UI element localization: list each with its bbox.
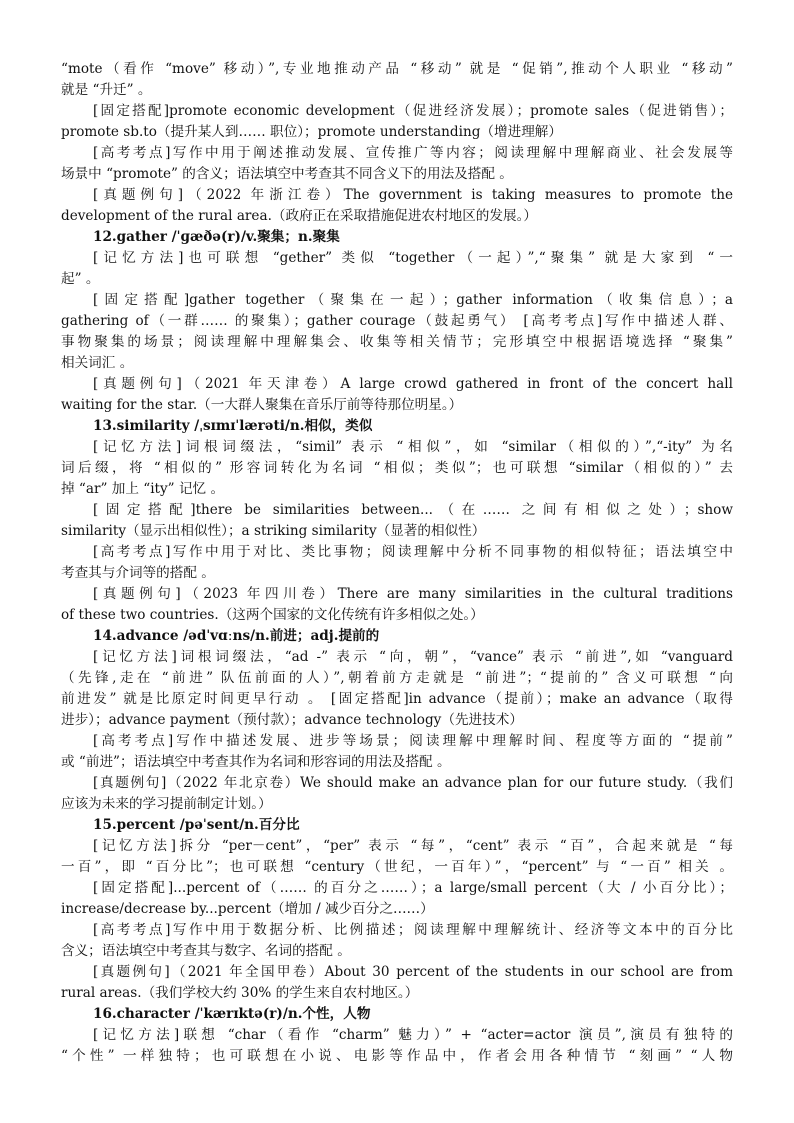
text-line: “mote（看作 “move” 移动）”,专业地推动产品 “移动” 就是 “促销”,推动个人职业 “移动” xyxy=(61,61,733,77)
text-line: [真题例句]（2021 年天津卷）A large crowd gathered in front of the concert hall xyxy=(93,376,733,392)
text-line: [记忆方法]拆分 “per－cent”，“per” 表示 “每”，“cent” 表示 “百”，合起来就是 “每 xyxy=(93,838,733,854)
text-line: 词后缀，将 “相似的” 形容词转化为名词 “相似；类似”；也可联想 “similar（相似的）” 去 xyxy=(61,460,733,476)
text-line: 事物聚集的场景；阅读理解中理解集会、收集等相关情节；完形填空中根据语境选择 “聚集” xyxy=(61,334,733,350)
text-line: waiting for the star.（一大群人聚集在音乐厅前等待那位明星。） xyxy=(61,397,463,413)
text-line: [真题例句]（2022 年浙江卷）The government is taking measures to promote the xyxy=(93,187,733,203)
text-line: 一百”，即 “百分比”；也可联想 “century（世纪，一百年）”，“percent” 与 “一百” 相关 。 xyxy=(61,859,733,875)
text-line: 进步）；advance payment（预付款）；advance technology（先进技术） xyxy=(61,712,523,728)
text-line: 含义；语法填空中考查其与数字、名词的搭配 。 xyxy=(61,943,351,959)
entry-heading: 16.character /ˈkærɪktə(r)/n.个性，人物 xyxy=(93,1006,371,1022)
text-line: 相关词汇 。 xyxy=(61,355,134,371)
text-line: （先锋,走在 “前进” 队伍前面的人）”,朝着前方走就是 “前进”；“提前的” 含义可联想 “向 xyxy=(61,670,733,686)
text-line: [高考考点]写作中用于数据分析、比例描述；阅读理解中理解统计、经济等文本中的百分比 xyxy=(93,922,733,938)
text-line: [记忆方法]词根词缀法，“simil” 表示 “相似”，如 “similar（相似的）”,“-ity” 为名 xyxy=(93,439,733,455)
text-line: 就是 “升迁” 。 xyxy=(61,82,152,98)
text-line: [高考考点]写作中用于阐述推动发展、宣传推广等内容；阅读理解中理解商业、社会发展等 xyxy=(93,145,733,161)
entry-heading: 15.percent /pəˈsent/n.百分比 xyxy=(93,817,300,833)
text-line: [记忆方法]词根词缀法，“ad -” 表示 “向，朝”，“vance” 表示 “前进”,如 “vanguard xyxy=(93,649,733,665)
text-line: [固定搭配]promote economic development（促进经济发展）；promote sales（促进销售）； xyxy=(93,103,733,119)
text-line: 前进发” 就是比原定时间更早行动 。 [固定搭配]in advance（提前）；make an advance（取得 xyxy=(61,691,733,707)
text-line: 应该为未来的学习提前制定计划。） xyxy=(61,796,272,812)
text-line: [记忆方法]联想 “char（看作 “charm” 魅力）” + “acter=actor 演员”,演员有独特的 xyxy=(93,1027,733,1043)
text-line: [固定搭配]there be similarities between...（在…… 之间有相似之处）；show xyxy=(93,502,733,518)
text-line: 起” 。 xyxy=(61,271,100,287)
text-line: 掉 “ar” 加上 “ity” 记忆 。 xyxy=(61,481,225,497)
text-line: 场景中 “promote” 的含义；语法填空中考查其不同含义下的用法及搭配 。 xyxy=(61,166,513,182)
text-line: rural areas.（我们学校大约 30% 的学生来自农村地区。） xyxy=(61,985,419,1001)
text-line: gathering of（一群…… 的聚集）；gather courage（鼓起勇气） [高考考点]写作中描述人群、 xyxy=(61,313,733,329)
text-line: [固定搭配]gather together（聚集在一起）；gather information（收集信息）；a xyxy=(93,292,733,308)
text-line: [高考考点]写作中描述发展、进步等场景；阅读理解中理解时间、程度等方面的 “提前” xyxy=(93,733,733,749)
text-line: similarity（显示出相似性）；a striking similarity（显著的相似性） xyxy=(61,523,486,539)
text-line: [固定搭配]...percent of（…… 的百分之……）；a large/small percent（大 / 小百分比）； xyxy=(93,880,733,896)
text-line: of these two countries.（这两个国家的文化传统有许多相似之处。） xyxy=(61,607,484,623)
entry-heading: 14.advance /ədˈvɑːns/n.前进；adj.提前的 xyxy=(93,628,380,644)
entry-heading: 12.gather /ˈɡæðə(r)/v.聚集；n.聚集 xyxy=(93,229,340,245)
entry-heading: 13.similarity /ˌsɪmɪˈlærəti/n.相似，类似 xyxy=(93,418,373,434)
text-line: increase/decrease by...percent（增加 / 减少百分之……） xyxy=(61,901,434,917)
text-line: [真题例句]（2022 年北京卷）We should make an advance plan for our future study.（我们 xyxy=(93,775,733,791)
text-line: [真题例句]（2023 年四川卷）There are many similarities in the cultural traditions xyxy=(93,586,733,602)
text-line: “个性” 一样独特；也可联想在小说、电影等作品中，作者会用各种情节 “刻画” “人物 xyxy=(61,1048,733,1064)
text-line: 或 “前进”；语法填空中考查其作为名词和形容词的用法及搭配 。 xyxy=(61,754,451,770)
text-line: development of the rural area.（政府正在采取措施促进农村地区的发展。） xyxy=(61,208,537,224)
text-line: promote sb.to（提升某人到…… 职位）；promote understanding（增进理解） xyxy=(61,124,562,140)
text-line: [记忆方法]也可联想 “gether” 类似 “together（一起）”,“聚集” 就是大家到 “一 xyxy=(93,250,733,266)
text-line: [高考考点]写作中用于对比、类比事物；阅读理解中分析不同事物的相似特征；语法填空中 xyxy=(93,544,733,560)
text-line: [真题例句]（2021 年全国甲卷）About 30 percent of the students in our school are from xyxy=(93,964,733,980)
text-line: 考查其与介词等的搭配 。 xyxy=(61,565,215,581)
